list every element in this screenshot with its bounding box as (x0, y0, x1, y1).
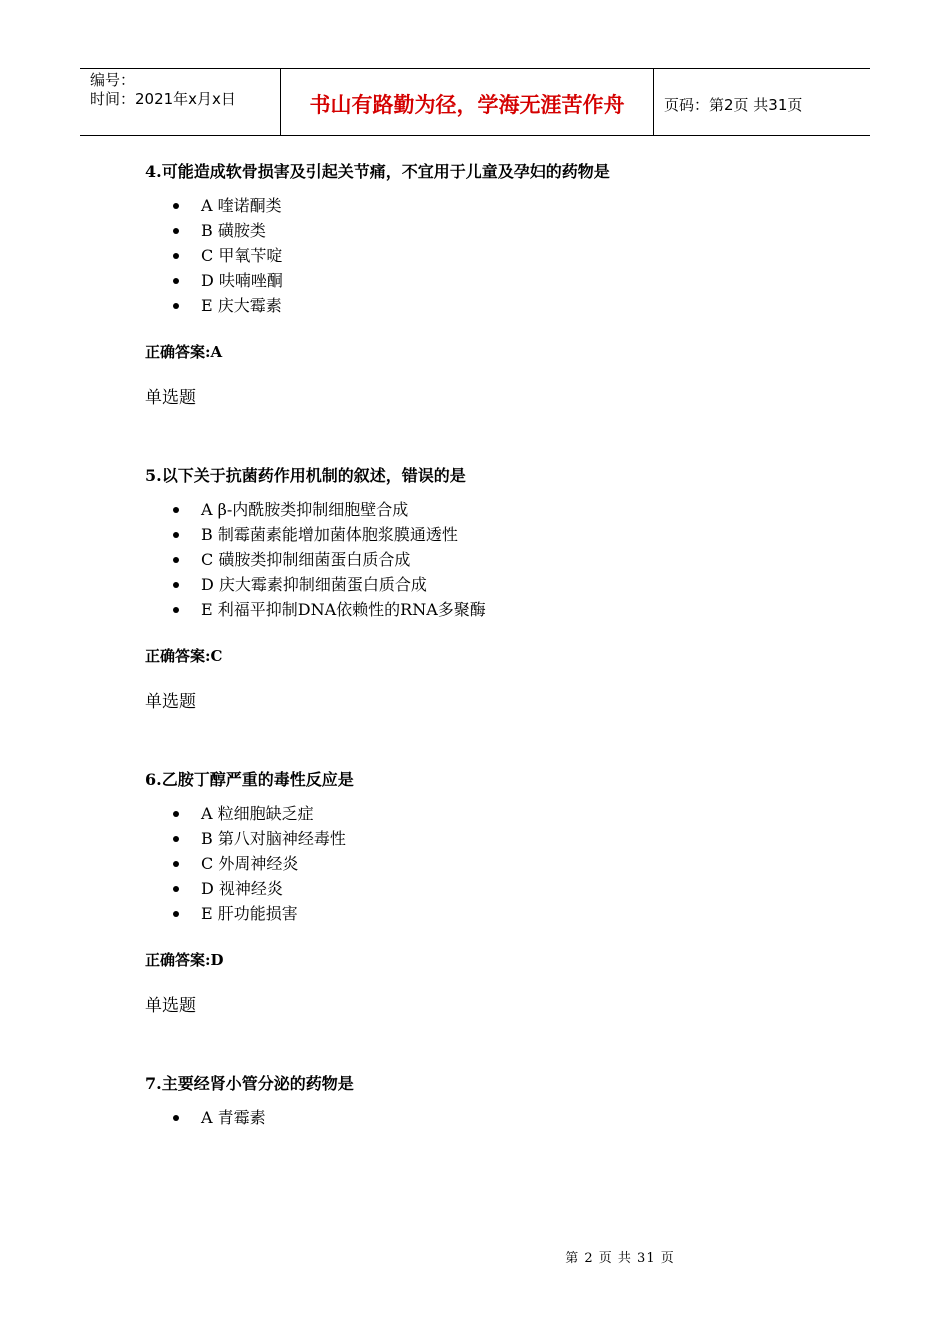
question-block (145, 1067, 845, 1130)
option-item: C 甲氧苄啶 (145, 243, 845, 268)
question-title: 4.可能造成软骨损害及引起关节痛，不宜用于儿童及孕妇的药物是 (145, 162, 610, 181)
question-block (145, 155, 845, 412)
option-list (145, 801, 845, 926)
option-item: A β-内酰胺类抑制细胞壁合成 (145, 497, 845, 522)
number-label: 编号： (90, 71, 136, 89)
question-title: 7.主要经肾小管分泌的药物是 (145, 1074, 354, 1093)
option-list (145, 193, 845, 318)
footer-page-number: 第 2 页 共 31 页 (565, 1251, 675, 1266)
option-list (145, 1105, 845, 1130)
option-item: B 磺胺类 (145, 218, 845, 243)
header-page-info: 页码：第2页 共31页 (664, 95, 803, 114)
page-header (80, 68, 870, 136)
header-motto: 书山有路勤为径，学海无涯苦作舟 (281, 69, 654, 135)
option-item: A 青霉素 (145, 1105, 845, 1130)
option-list (145, 497, 845, 622)
option-item: A 喹诺酮类 (145, 193, 845, 218)
option-item: D 视神经炎 (145, 876, 845, 901)
question-type: 单选题 (145, 692, 196, 712)
question-type: 单选题 (145, 996, 196, 1016)
question-block (145, 459, 845, 716)
correct-answer: 正确答案:C (145, 647, 223, 665)
option-item: E 利福平抑制DNA依赖性的RNA多聚酶 (145, 597, 845, 622)
option-item: B 第八对脑神经毒性 (145, 826, 845, 851)
correct-answer: 正确答案:D (145, 951, 224, 969)
question-block (145, 763, 845, 1020)
option-item: A 粒细胞缺乏症 (145, 801, 845, 826)
option-item: E 肝功能损害 (145, 901, 845, 926)
page-footer (0, 1247, 950, 1266)
option-item: C 磺胺类抑制细菌蛋白质合成 (145, 547, 845, 572)
question-list (145, 155, 845, 1130)
option-item: D 呋喃唑酮 (145, 268, 845, 293)
question-title: 6.乙胺丁醇严重的毒性反应是 (145, 770, 354, 789)
option-item: B 制霉菌素能增加菌体胞浆膜通透性 (145, 522, 845, 547)
option-item: D 庆大霉素抑制细菌蛋白质合成 (145, 572, 845, 597)
option-item: E 庆大霉素 (145, 293, 845, 318)
option-item: C 外周神经炎 (145, 851, 845, 876)
header-meta (80, 69, 281, 135)
question-title: 5.以下关于抗菌药作用机制的叙述，错误的是 (145, 466, 466, 485)
correct-answer: 正确答案:A (145, 343, 223, 361)
time-label: 时间：2021年x月x日 (90, 90, 236, 108)
question-type: 单选题 (145, 388, 196, 408)
